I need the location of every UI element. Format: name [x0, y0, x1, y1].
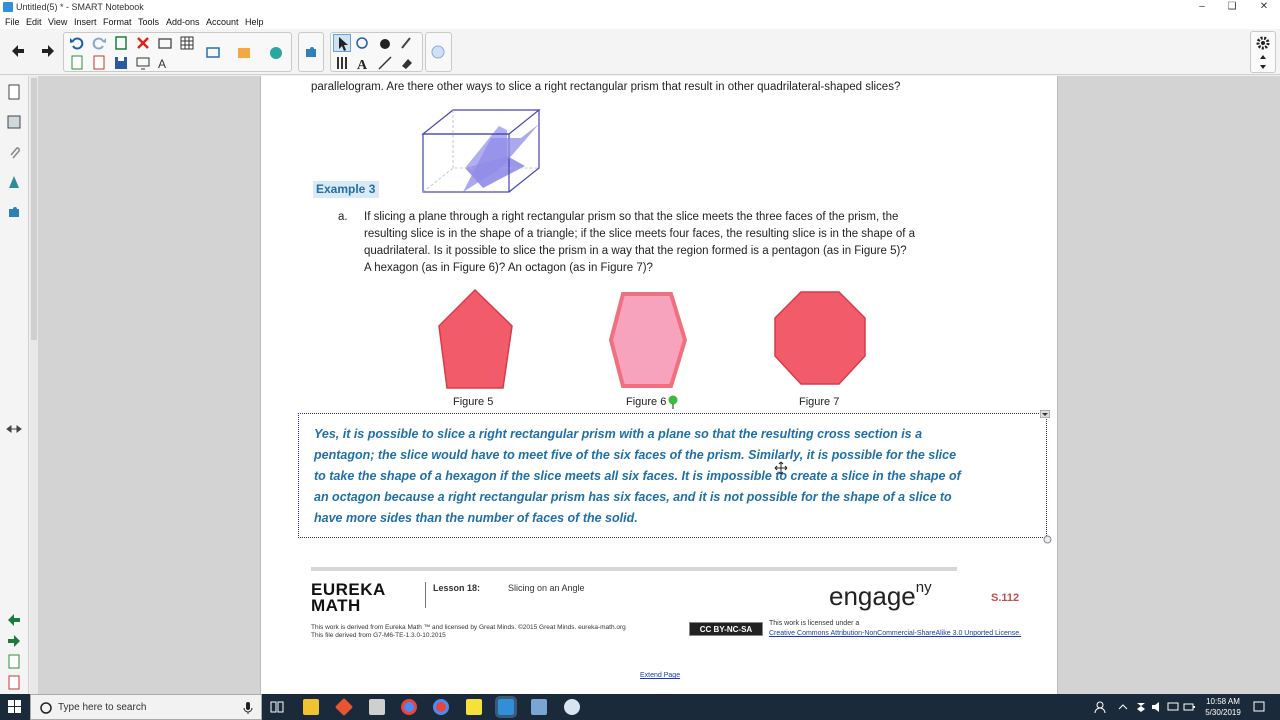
shapes-icon [354, 34, 372, 52]
chrome-icon[interactable] [401, 699, 417, 715]
green-pin-icon[interactable] [667, 395, 679, 409]
lesson-label: Lesson 18: [433, 583, 481, 593]
document-camera-button[interactable] [204, 44, 222, 62]
engage-text: engage [829, 581, 916, 611]
activity-icon [235, 44, 253, 62]
answer-text [314, 424, 1039, 529]
eureka-logo-line: EUREKA [311, 580, 386, 599]
app-icon [3, 2, 13, 12]
volume-icon[interactable] [1150, 700, 1164, 714]
close-window-button[interactable]: ✕ [1259, 1, 1269, 12]
screen-shade-button[interactable] [156, 34, 174, 52]
menu-file[interactable]: File [5, 17, 20, 27]
red-app-icon[interactable] [335, 698, 353, 716]
lesson-title: Slicing on an Angle [508, 583, 585, 593]
smart-tools-icon[interactable] [531, 699, 547, 715]
line-tool[interactable] [376, 54, 394, 72]
maximize-button[interactable]: ❏ [1227, 1, 1237, 12]
add-page-icon [68, 54, 86, 72]
search-placeholder: Type here to search [58, 702, 147, 713]
network-icon[interactable] [1166, 700, 1180, 714]
question-line: A hexagon (as in Figure 6)? An octagon (as in Figure 7)? [364, 262, 653, 274]
menu-format[interactable]: Format [103, 17, 132, 27]
properties-tab-icon [5, 173, 23, 191]
sidebar-scroll-thumb[interactable] [31, 78, 37, 340]
attachments-tab[interactable] [5, 143, 23, 161]
gallery-tab[interactable] [5, 113, 23, 131]
activity-builder-button[interactable] [235, 44, 253, 62]
text-icon [156, 54, 174, 72]
answer-text-box[interactable] [298, 413, 1047, 538]
previous-page-button[interactable] [9, 42, 27, 60]
fullscreen-button[interactable] [134, 54, 152, 72]
properties-button[interactable] [429, 43, 447, 61]
menu-bar [0, 15, 1280, 29]
menu-tools[interactable]: Tools [138, 17, 160, 27]
move-toolbar-button[interactable] [1254, 53, 1272, 71]
delete-page-icon [90, 54, 108, 72]
answer-line: an octagon because a right rectangular prism has six faces, and it is not possible for the shape of a slice to [314, 490, 952, 504]
clock-date: 5/30/2019 [1205, 708, 1241, 717]
toolbar-settings-panel [1250, 31, 1276, 73]
chevron-up-icon[interactable] [1118, 702, 1128, 712]
sidebar-add-page-button[interactable] [5, 653, 23, 671]
response-button[interactable] [267, 44, 285, 62]
fill-tool[interactable] [376, 34, 394, 52]
save-disk-icon [112, 54, 130, 72]
move-cursor-icon [774, 461, 788, 475]
sidebar-add-page-icon [5, 653, 23, 671]
answer-line: have more sides than the number of faces of the solid. [314, 511, 638, 525]
math-logo-line: MATH [311, 596, 361, 615]
sidebar-prev-button[interactable] [5, 611, 23, 629]
license-link[interactable]: Creative Commons Attribution-NonCommercial-ShareAlike 3.0 Unported License. [769, 630, 1022, 637]
up-down-arrows-icon [1254, 53, 1272, 71]
example-heading: Example 3 [313, 181, 379, 198]
answer-line: to take the shape of a hexagon if the slice meets all six faces. It is impossible to create a slice in the shape of [314, 469, 961, 483]
delete-page-button[interactable] [90, 54, 108, 72]
menu-help[interactable]: Help [245, 17, 264, 27]
taskbar-clock[interactable] [1200, 696, 1246, 718]
paperclip-icon [5, 143, 23, 161]
text-recognition-button[interactable] [156, 54, 174, 72]
menu-insert[interactable]: Insert [74, 17, 97, 27]
menu-edit[interactable]: Edit [26, 17, 42, 27]
insert-table-button[interactable] [178, 34, 196, 52]
screen-capture-icon[interactable] [564, 699, 580, 715]
windows-start-icon[interactable] [8, 700, 22, 714]
undo-icon [68, 34, 86, 52]
properties-group [425, 32, 452, 72]
document-camera-icon [204, 44, 222, 62]
left-right-arrows-icon [5, 420, 23, 438]
title-bar [0, 0, 1280, 15]
select-tool[interactable] [333, 34, 351, 52]
drawing-tool-group [330, 32, 423, 72]
cc-license-badge: CC BY-NC-SA [689, 622, 763, 636]
addon-group [298, 32, 324, 72]
main-toolbar [0, 29, 1280, 75]
figure-7-label: Figure 7 [799, 396, 840, 408]
question-line: If slicing a plane through a right rectangular prism so that the slice meets the three faces of the prism, the [364, 211, 899, 223]
answer-line: Yes, it is possible to slice a right rectangular prism with a plane so that the resulting cross section is a [314, 427, 923, 441]
redo-button[interactable] [90, 34, 108, 52]
people-icon[interactable] [1094, 700, 1108, 714]
clock-time: 10:58 AM [1206, 697, 1240, 706]
magic-pen-icon [398, 34, 416, 52]
answer-line: pentagon; the slice would have to meet five of the six faces of the prism. Similarly, it is possible for the slice [314, 448, 957, 462]
puzzle-icon [302, 43, 320, 61]
menu-view[interactable]: View [48, 17, 68, 27]
engageny-logo [829, 581, 932, 612]
pens-tool[interactable] [333, 54, 351, 72]
octagon-figure [773, 290, 869, 386]
question-line: quadrilateral. Is it possible to slice the prism in a way that the region formed is a pentagon (as in Figure 5)? [364, 245, 907, 257]
screen-shade-icon [156, 34, 174, 52]
lesson-separator [425, 582, 426, 608]
gallery-icon [5, 113, 23, 131]
previous-question-line: parallelogram. Are there other ways to slice a right rectangular prism that result in other quadrilateral-shaped slices? [311, 81, 901, 93]
smart-notebook-taskbar-icon[interactable] [498, 699, 514, 715]
derived-notice: This work is derived from Eureka Math ™ and licensed by Great Minds. ©2015 Great Minds. eureka-math.org [311, 624, 626, 631]
figure-6-label: Figure 6 [626, 396, 667, 408]
svg-text:A: A [357, 58, 368, 72]
edit-tool-group [63, 32, 292, 72]
notebook-page[interactable] [260, 76, 1058, 694]
textbox-menu-icon[interactable] [1040, 410, 1050, 418]
paste-icon [112, 34, 130, 52]
item-letter: a. [338, 211, 348, 223]
settings-button[interactable] [1254, 34, 1272, 52]
svg-text:A: A [158, 57, 167, 71]
addons-puzzle-icon [5, 203, 23, 221]
eraser-tool[interactable] [398, 54, 416, 72]
add-page-button[interactable] [68, 54, 86, 72]
response-icon [267, 44, 285, 62]
sidebar-delete-page-button[interactable] [5, 674, 23, 692]
question-line: resulting slice is in the shape of a triangle; if the slice meets four faces, the resulting slice is in the shape of a [364, 228, 916, 240]
arrow-right-icon [39, 42, 57, 60]
page-number: S.112 [991, 592, 1020, 604]
microphone-icon[interactable] [243, 702, 253, 714]
extend-page-link[interactable]: Extend Page [640, 672, 681, 679]
green-right-arrow-icon [5, 632, 23, 650]
next-page-button[interactable] [39, 42, 57, 60]
resize-sidebar-handle[interactable] [5, 420, 23, 438]
arrow-left-icon [9, 42, 27, 60]
sidebar-next-button[interactable] [5, 632, 23, 650]
properties-icon [429, 43, 447, 61]
eraser-icon [398, 54, 416, 72]
prism-slice-diagram [421, 108, 543, 196]
paste-button[interactable] [112, 34, 130, 52]
save-button[interactable] [112, 54, 130, 72]
footer-divider [311, 567, 957, 571]
delete-x-icon [134, 34, 152, 52]
addon-button[interactable] [302, 43, 320, 61]
tools-app-icon[interactable] [369, 699, 385, 715]
pens-icon [333, 54, 351, 72]
hexagon-figure [609, 292, 689, 388]
taskbar-search-box[interactable] [30, 694, 262, 720]
line-icon [376, 54, 394, 72]
delete-button[interactable] [134, 34, 152, 52]
chrome-alt-icon[interactable] [433, 699, 449, 715]
page-sorter-tab[interactable] [5, 83, 23, 101]
display-icon [134, 54, 152, 72]
battery-icon[interactable] [1182, 700, 1196, 714]
task-view-icon[interactable] [270, 700, 284, 714]
text-a-icon [354, 54, 372, 72]
table-icon [178, 34, 196, 52]
window-title: Untitled(5) * - SMART Notebook [16, 2, 144, 12]
green-left-arrow-icon [5, 611, 23, 629]
ny-text: ny [915, 579, 932, 597]
file-explorer-icon[interactable] [303, 699, 319, 715]
redo-icon [90, 34, 108, 52]
search-icon [39, 701, 53, 715]
magic-pen-tool[interactable] [398, 34, 416, 52]
text-tool[interactable] [354, 54, 372, 72]
undo-button[interactable] [68, 34, 86, 52]
menu-account[interactable]: Account [206, 17, 239, 27]
addons-tab[interactable] [5, 203, 23, 221]
page-icon [5, 83, 23, 101]
gear-icon [1254, 34, 1272, 52]
license-notice: This work is licensed under a [769, 620, 860, 627]
windows-taskbar [0, 694, 1280, 720]
notifications-icon[interactable] [1252, 700, 1266, 714]
properties-tab[interactable] [5, 173, 23, 191]
menu-addons[interactable]: Add-ons [166, 17, 200, 27]
cursor-arrow-icon [334, 35, 352, 53]
eureka-math-logo [311, 582, 386, 614]
sidebar-delete-page-icon [5, 674, 23, 692]
minimize-button[interactable]: – [1199, 1, 1205, 12]
derived-file-notice: This file derived from G7-M6-TE-1.3.0-10.2015 [311, 632, 446, 639]
shape-tool[interactable] [354, 34, 372, 52]
sticky-notes-icon[interactable] [466, 699, 482, 715]
resize-handle-icon[interactable] [1043, 535, 1052, 544]
figure-5-label: Figure 5 [453, 396, 494, 408]
dropbox-icon[interactable] [1134, 700, 1148, 714]
pentagon-figure [437, 288, 517, 392]
side-tab-bar [0, 76, 29, 694]
fill-bucket-icon [376, 34, 394, 52]
